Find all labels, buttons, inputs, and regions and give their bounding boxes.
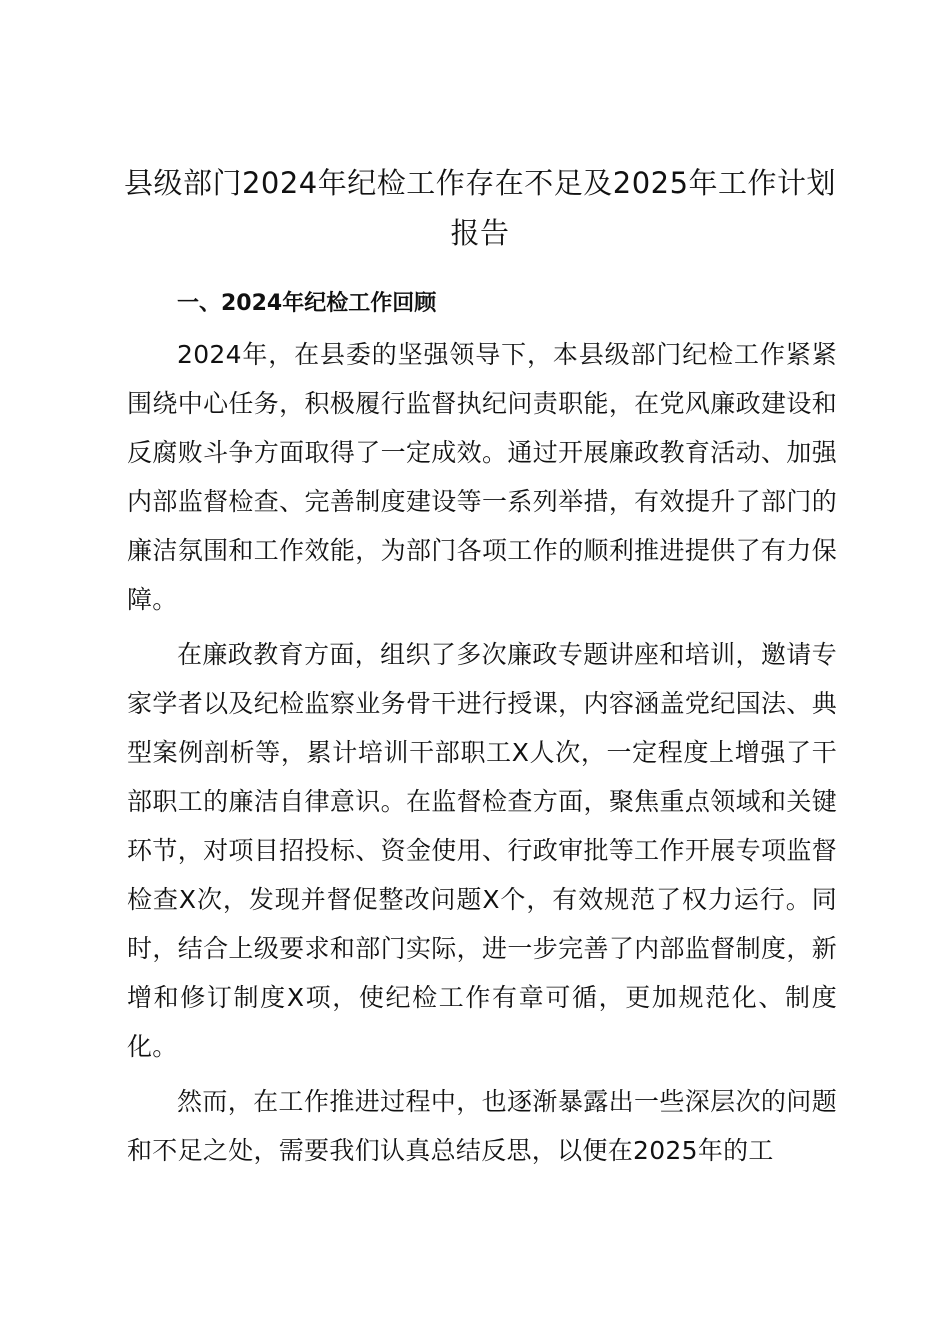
section-heading: 一、2024年纪检工作回顾 [177,291,437,316]
paragraph: 然而，在工作推进过程中，也逐渐暴露出一些深层次的问题和不足之处，需要我们认真总结反思，以便在2025年的工 [127,1087,837,1165]
paragraph: 2024年，在县委的坚强领导下，本县级部门纪检工作紧紧围绕中心任务，积极履行监督执纪问责职能，在党风廉政建设和反腐败斗争方面取得了一定成效。通过开展廉政教育活动、加强内部监督检查、完善制度建设等一系列举措，有效提升了部门的廉洁氛围和工作效能，为部门各项工作的顺利推进提供了有力保障。 [127,340,837,614]
document-title: 县级部门2024年纪检工作存在不足及2025年工作计划报告 [123,166,837,250]
paragraph: 在廉政教育方面，组织了多次廉政专题讲座和培训，邀请专家学者以及纪检监察业务骨干进行授课，内容涵盖党纪国法、典型案例剖析等，累计培训干部职工X人次，一定程度上增强了干部职工的廉洁自律意识。在监督检查方面，聚焦重点领域和关键环节，对项目招投标、资金使用、行政审批等工作开展专项监督检查X次，发现并督促整改问题X个，有效规范了权力运行。同时，结合上级要求和部门实际，进一步完善了内部监督制度，新增和修订制度X项，使纪检工作有章可循，更加规范化、制度化。 [127,640,837,1061]
